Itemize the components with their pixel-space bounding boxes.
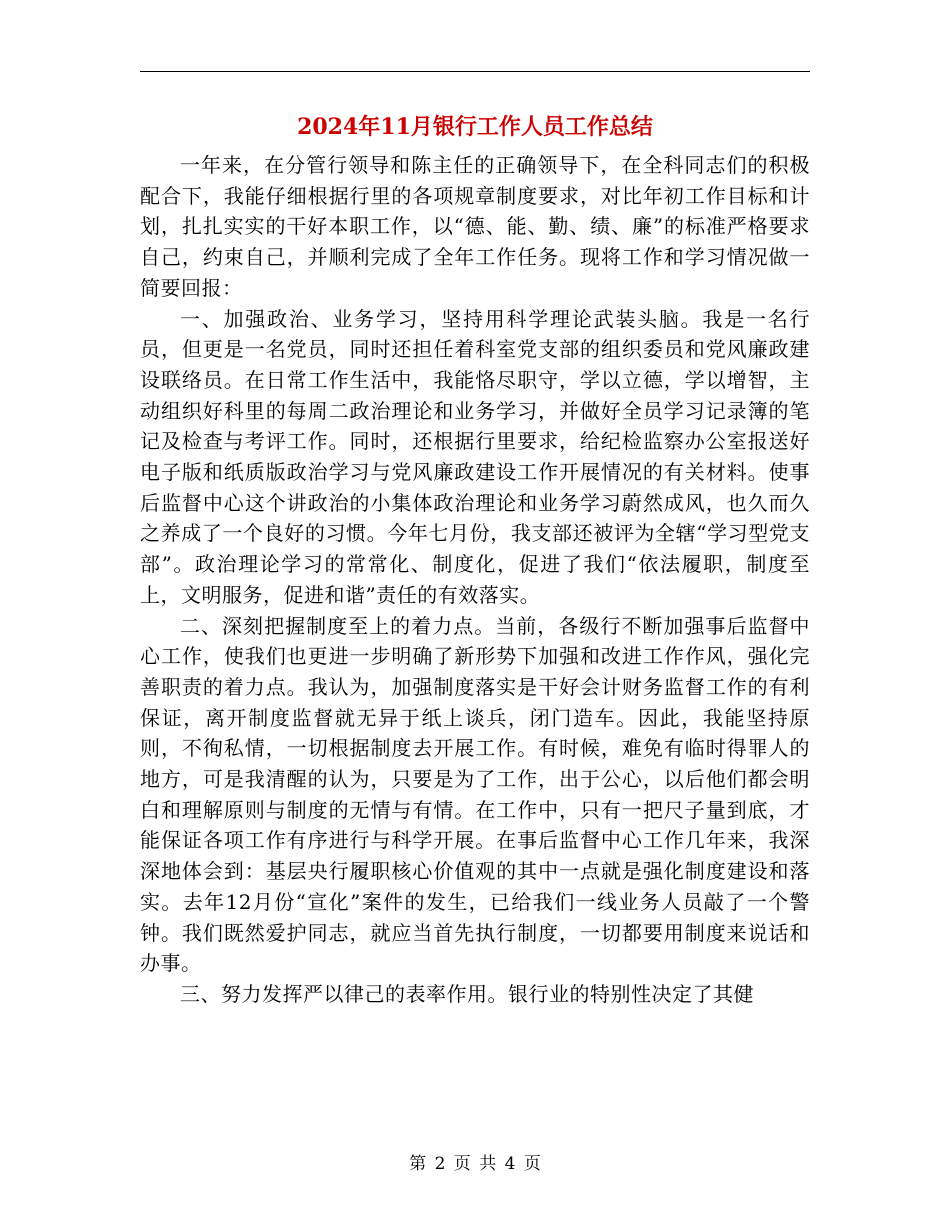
paragraph-intro: 一年来，在分管行领导和陈主任的正确领导下，在全科同志们的积极配合下，我能仔细根据行里的各项规章制度要求，对比年初工作目标和计划，扎扎实实的干好本职工作，以“德、能、勤、绩、廉”的标准严格要求自己，约束自己，并顺利完成了全年工作任务。现将工作和学习情况做一简要回报： xyxy=(140,153,810,300)
document-body xyxy=(140,150,810,1010)
paragraph-section-2: 二、深刻把握制度至上的着力点。当前，各级行不断加强事后监督中心工作，使我们也更进一步明确了新形势下加强和改进工作作风，强化完善职责的着力点。我认为，加强制度落实是干好会计财务监督工作的有利保证，离开制度监督就无异于纸上谈兵，闭门造车。因此，我能坚持原则，不徇私情，一切根据制度去开展工作。有时候，难免有临时得罪人的地方，可是我清醒的认为，只要是为了工作，出于公心，以后他们都会明白和理解原则与制度的无情与有情。在工作中，只有一把尺子量到底，才能保证各项工作有序进行与科学开展。在事后监督中心工作几年来，我深深地体会到：基层央行履职核心价值观的其中一点就是强化制度建设和落实。去年12月份“宣化”案件的发生，已给我们一线业务人员敲了一个警钟。我们既然爱护同志，就应当首先执行制度，一切都要用制度来说话和办事。 xyxy=(140,613,810,976)
paragraph-section-3: 三、努力发挥严以律己的表率作用。银行业的特别性决定了其健 xyxy=(180,981,754,1006)
paragraph-section-1: 一、加强政治、业务学习，坚持用科学理论武装头脑。我是一名行员，但更是一名党员，同时还担任着科室党支部的组织委员和党风廉政建设联络员。在日常工作生活中，我能恪尽职守，学以立德，学以增智，主动组织好科里的每周二政治理论和业务学习，并做好全员学习记录簿的笔记及检查与考评工作。同时，还根据行里要求，给纪检监察办公室报送好电子版和纸质版政治学习与党风廉政建设工作开展情况的有关材料。使事后监督中心这个讲政治的小集体政治理论和业务学习蔚然成风，也久而久之养成了一个良好的习惯。今年七月份，我支部还被评为全辖“学习型党支部”。政治理论学习的常常化、制度化，促进了我们“依法履职，制度至上，文明服务，促进和谐”责任的有效落实。 xyxy=(140,306,810,607)
page-number: 第 2 页 共 4 页 xyxy=(409,1154,541,1174)
document-title: 2024年11月银行工作人员工作总结 xyxy=(297,114,653,140)
header-rule xyxy=(140,71,810,72)
